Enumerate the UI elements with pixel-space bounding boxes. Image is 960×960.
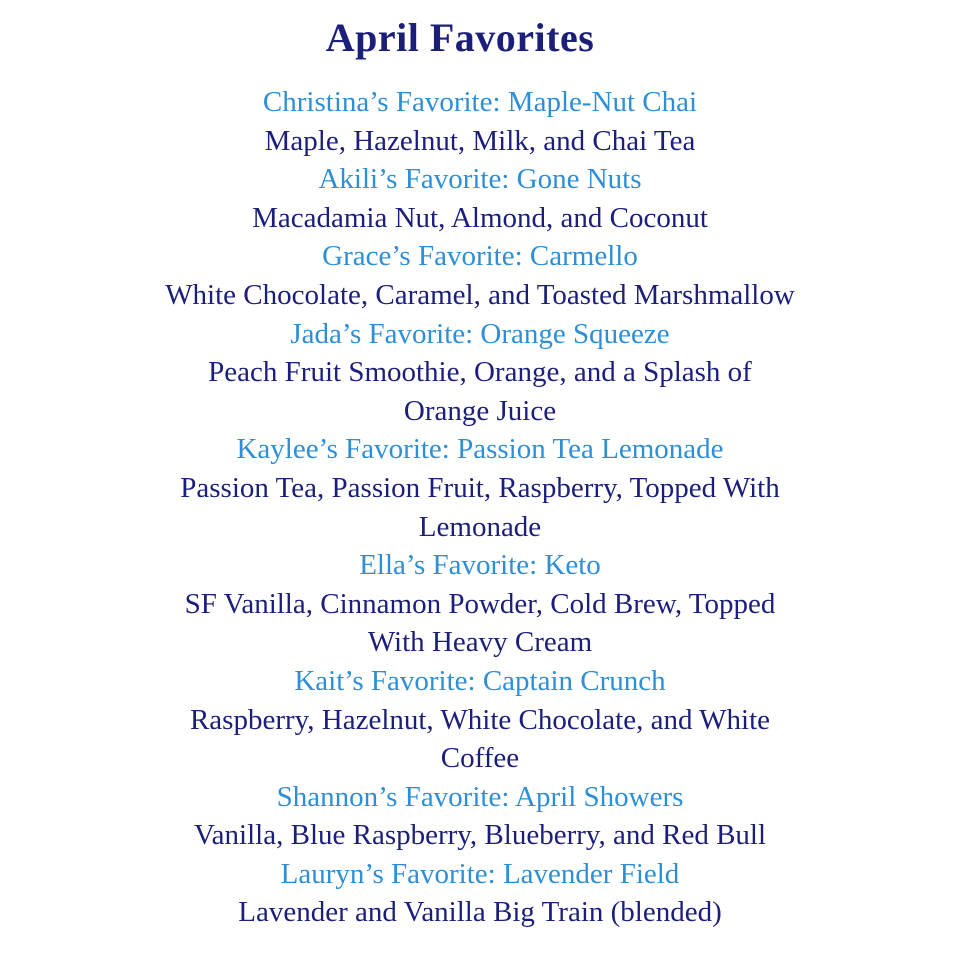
page-title: April Favorites	[325, 15, 595, 60]
favorite-entry	[0, 662, 960, 778]
favorite-description: Maple, Hazelnut, Milk, and Chai Tea	[264, 124, 696, 157]
favorite-description-continued: Coffee	[440, 742, 520, 775]
favorite-name: Kait’s Favorite: Captain Crunch	[294, 664, 666, 697]
favorite-entry	[0, 855, 960, 932]
favorite-name: Lauryn’s Favorite: Lavender Field	[280, 857, 680, 890]
favorite-entry	[0, 778, 960, 855]
favorite-entry	[0, 430, 960, 546]
favorite-entry	[0, 83, 960, 160]
favorite-description: Vanilla, Blue Raspberry, Blueberry, and Red Bull	[193, 819, 767, 852]
favorite-description: SF Vanilla, Cinnamon Powder, Cold Brew, Topped	[184, 587, 776, 620]
favorite-name: Shannon’s Favorite: April Showers	[276, 780, 684, 813]
favorite-description-continued: With Heavy Cream	[367, 626, 593, 659]
favorites-list	[0, 83, 960, 932]
favorite-description: Lavender and Vanilla Big Train (blended)	[238, 896, 722, 929]
favorite-description: Raspberry, Hazelnut, White Chocolate, and White	[189, 703, 771, 736]
favorite-name: Christina’s Favorite: Maple-Nut Chai	[262, 86, 698, 118]
favorite-description: White Chocolate, Caramel, and Toasted Marshmallow	[165, 278, 795, 311]
favorite-description-continued: Lemonade	[418, 510, 542, 543]
favorite-description-continued: Orange Juice	[403, 394, 557, 427]
favorite-entry	[0, 315, 960, 431]
favorite-name: Jada’s Favorite: Orange Squeeze	[290, 317, 670, 350]
favorite-description: Peach Fruit Smoothie, Orange, and a Splash of	[208, 356, 752, 389]
favorite-name: Akili’s Favorite: Gone Nuts	[318, 163, 642, 196]
favorite-entry	[0, 160, 960, 237]
favorite-entry	[0, 237, 960, 314]
favorite-description: Macadamia Nut, Almond, and Coconut	[252, 201, 708, 234]
favorite-name: Ella’s Favorite: Keto	[359, 549, 601, 582]
favorite-entry	[0, 546, 960, 662]
favorite-name: Kaylee’s Favorite: Passion Tea Lemonade	[236, 433, 724, 466]
favorite-name: Grace’s Favorite: Carmello	[322, 240, 638, 273]
favorite-description: Passion Tea, Passion Fruit, Raspberry, Topped With	[180, 471, 780, 504]
